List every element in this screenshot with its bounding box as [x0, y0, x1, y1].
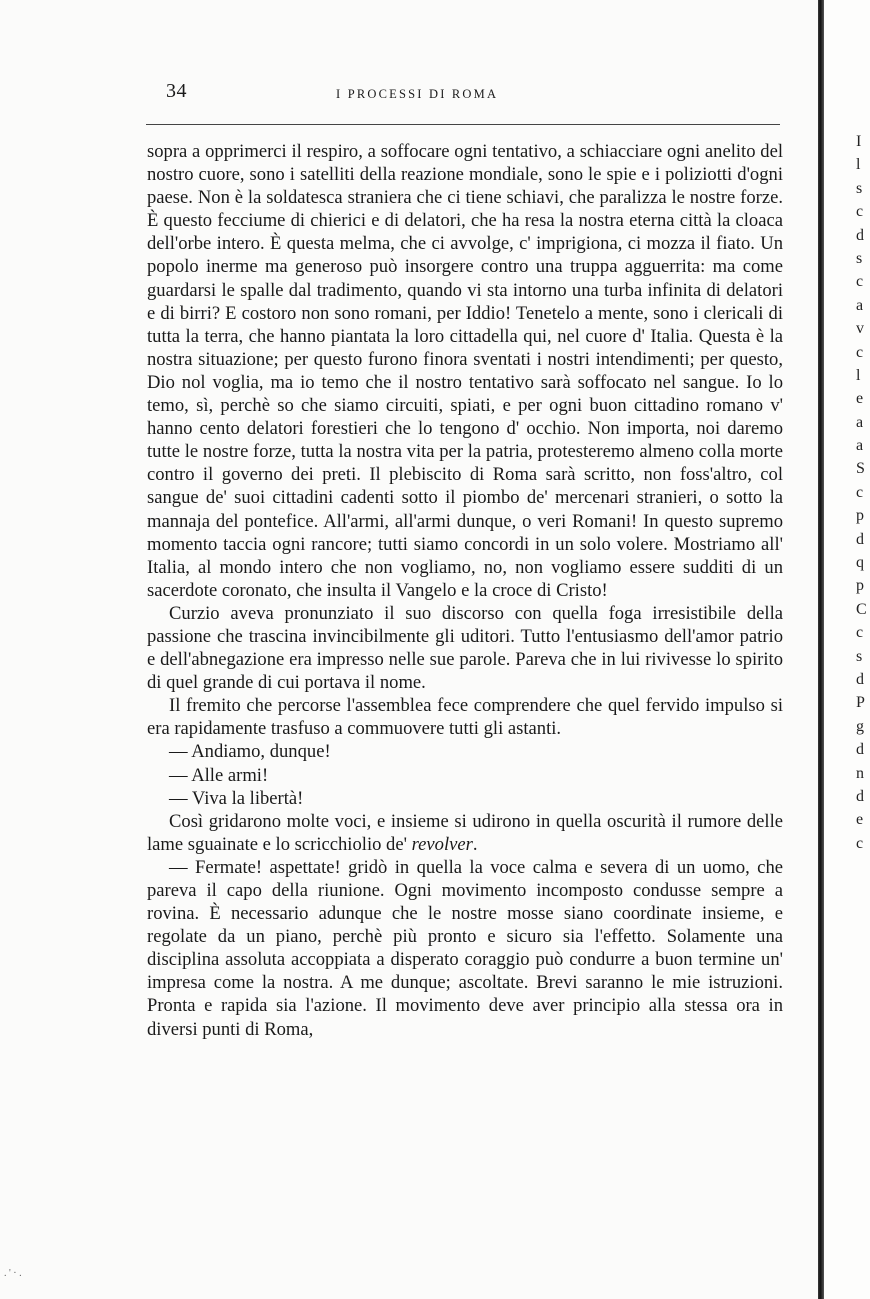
- shout-3: — Viva la libertà!: [169, 787, 304, 809]
- facing-page-edge-letters: [856, 130, 870, 855]
- edge-letter: d: [856, 741, 864, 759]
- header-rule: [146, 124, 780, 125]
- edge-letter: c: [856, 834, 864, 852]
- edge-letter: s: [856, 647, 863, 665]
- narration-paragraph-3: [147, 810, 783, 856]
- leader-speech-paragraph: — Fermate! aspettate! gridò in quella la voce calma e severa di un uomo, che pareva il capo della riunione. Ogni movimento incomposto condusse sempre a rovina. È necessario adunque che le nostre mosse siano coordinate insieme, e regolate da un piano, perchè più pronto e sicuro sia l'effetto. Solamente una disciplina assoluta accoppiata a disperato coraggio può condurre a buon termine un' impresa come la nostra. A me dunque; ascoltate. Brevi saranno le mie istruzioni. Pronta e rapida sia l'azione. Il movimento deve aver principio alla stessa ora in diversi punti di Roma,: [147, 856, 783, 1040]
- edge-letter: p: [856, 507, 864, 525]
- edge-letter: g: [856, 717, 864, 735]
- edge-letter: l: [856, 366, 861, 384]
- italic-word: revolver: [411, 833, 473, 855]
- edge-letter: c: [856, 273, 864, 291]
- edge-letter: s: [856, 179, 863, 197]
- edge-letter: d: [856, 530, 864, 548]
- edge-letter: d: [856, 787, 864, 805]
- edge-letter: c: [856, 624, 864, 642]
- edge-letter: d: [856, 670, 864, 688]
- edge-letter: e: [856, 390, 864, 408]
- edge-letter: I: [856, 133, 862, 150]
- edge-letter: P: [856, 694, 865, 712]
- scan-specks: . ' · .: [4, 1268, 22, 1279]
- edge-letter: S: [856, 460, 865, 478]
- body-text: [147, 140, 783, 1041]
- edge-letter: c: [856, 483, 864, 501]
- edge-letter: a: [856, 437, 864, 455]
- running-title: I PROCESSI DI ROMA: [336, 87, 499, 101]
- edge-letter: n: [856, 764, 864, 782]
- edge-letter: c: [856, 343, 864, 361]
- edge-letter: a: [856, 296, 864, 314]
- narration-paragraph-2: Il fremito che percorse l'assemblea fece comprendere che quel fervido impulso si era rapidamente trasfuso a commuovere tutti gli astanti.: [147, 695, 783, 740]
- edge-letter: v: [856, 320, 864, 338]
- edge-letter: s: [856, 249, 863, 267]
- shout-2: — Alle armi!: [169, 764, 269, 786]
- shout-1: — Andiamo, dunque!: [169, 741, 331, 763]
- edge-letter: q: [856, 554, 864, 572]
- speech-paragraph: sopra a opprimerci il respiro, a soffocare ogni tentativo, a schiacciare ogni anelito del nostro cuore, sono i satelliti della reazione mondiale, sono le spie e i poliziotti d'ogni paese. Non è la soldatesca straniera che ci tiene schiavi, che paralizza le nostre forze. È questo fecciume di chierici e di delatori, che ha resa la nostra eterna città la cloaca dell'orbe intero. È questa melma, che ci avvolge, c' imprigiona, ci mozza il fiato. Un popolo inerme ma generoso può insorgere contro una truppa agguerrita: ma come guardarsi le spalle dal tradimento, quando vi sta intorno una turba infinita di delatori e di birri? E costoro non sono romani, per Iddio! Tenetelo a mente, sono i clericali di tutta la terra, che hanno piantata la loro cittadella qui, nel cuore d' Italia. Questa è la nostra situazione; per questo furono finora sventati i nostri intendimenti; per questo, Dio nol voglia, ma io temo che il nostro tentativo sarà soffocato nel sangue. Io lo temo, sì, perchè so che siamo circuiti, spiati, e per ogni buon cittadino romano v' hanno cento delatori forestieri che lo tengono d' occhio. Non importa, noi daremo tutte le nostre forze, tutta la nostra vita per la patria, protesteremo almeno colla morte contro il governo dei preti. Il plebiscito di Roma sarà scritto, non foss'altro, col sangue de' suoi cittadini cadenti sotto il piombo de' mercenari stranieri, o sotto la mannaja del pontefice. All'armi, all'armi dunque, o veri Romani! In questo supremo momento taccia ogni rancore; tutti siamo concordi in un solo volere. Mostriamo all' Italia, al mondo intero che non vogliamo, no, non vogliamo essere sudditi di un sacerdote coronato, che insulta il Vangelo e la croce di Cristo!: [147, 141, 783, 601]
- narration-paragraph-1: Curzio aveva pronunziato il suo discorso con quella foga irresistibile della passione che trascina invincibilmente gli uditori. Tutto l'entusiasmo dell'amor patrio e dell'abnegazione era impresso nelle sue parole. Pareva che in lui rivivesse lo spirito di quel grande di cui portava il nome.: [147, 602, 783, 694]
- edge-letter: e: [856, 811, 864, 829]
- page-number: 34: [166, 80, 187, 102]
- edge-letter: C: [856, 600, 867, 618]
- edge-letter: d: [856, 226, 864, 244]
- narration-text: Così gridarono molte voci, e insieme si udirono in quella oscurità il rumore delle lame sguainate e lo scricchiolio de': [147, 810, 783, 855]
- narration-end: .: [472, 833, 478, 855]
- edge-letter: p: [856, 577, 864, 595]
- edge-letter: l: [856, 156, 861, 174]
- page-header: [166, 80, 780, 106]
- edge-letter: a: [856, 413, 864, 431]
- edge-letter: c: [856, 203, 864, 221]
